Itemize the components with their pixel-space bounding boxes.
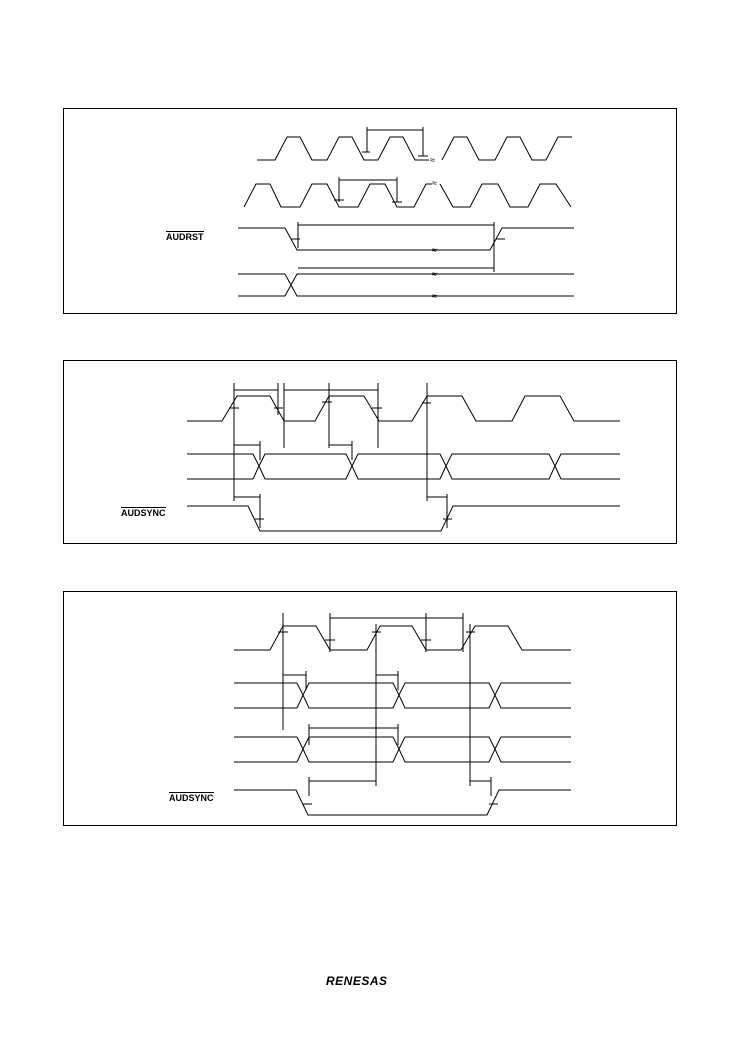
svg-text:≈: ≈ bbox=[432, 291, 437, 301]
p3-bus1-line-a bbox=[297, 683, 571, 708]
p3-bus2-line-a bbox=[297, 737, 571, 762]
audrst-waveform bbox=[238, 228, 574, 250]
p1-bus-line-upper bbox=[285, 274, 574, 296]
p3-bus1-line-b bbox=[297, 683, 571, 708]
audsync-label-panel3: AUDSYNC bbox=[169, 793, 214, 803]
p3-audsync-waveform bbox=[234, 790, 571, 815]
svg-text:≈: ≈ bbox=[432, 245, 437, 255]
p1-clock-b-waveform-cont bbox=[440, 184, 571, 207]
p1-clock-b-waveform bbox=[244, 184, 432, 207]
p2-audsync-waveform bbox=[187, 506, 620, 531]
audsync-label-panel2: AUDSYNC bbox=[121, 508, 166, 518]
renesas-logo: RENESAS bbox=[326, 974, 388, 988]
p3-bus2-line-b bbox=[297, 737, 571, 762]
p1-bus-line-lower bbox=[285, 274, 574, 296]
p2-bus-line-b bbox=[253, 454, 620, 479]
p1-clock-a-waveform bbox=[257, 137, 429, 160]
p1-clock-a-waveform-cont bbox=[442, 137, 572, 160]
audrst-label: AUDRST bbox=[166, 232, 204, 242]
p1-break-mark-2: ≈ bbox=[432, 178, 437, 188]
svg-text:≈: ≈ bbox=[432, 269, 437, 279]
p3-clock-waveform bbox=[234, 626, 571, 650]
p1-break-mark-1: ≈ bbox=[430, 155, 435, 165]
p2-clock-waveform bbox=[187, 396, 620, 421]
p2-bus-line-a bbox=[253, 454, 620, 479]
